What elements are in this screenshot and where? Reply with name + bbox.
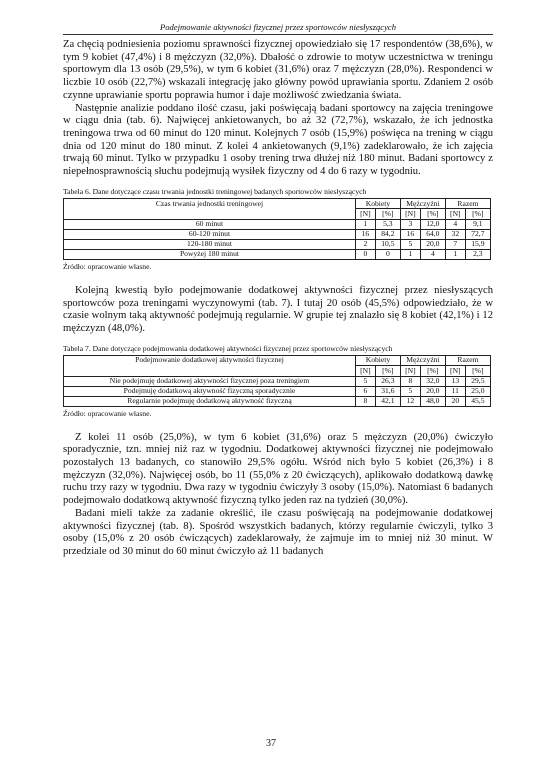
table-7-header-label: Podejmowanie dodatkowej aktywności fizycznej <box>64 356 356 376</box>
paragraph-5: Badani mieli także za zadanie określić, ile czasu poświęcają na podejmowanie dodatkowej aktywności fizycznej (tab. 8). Spośród wszystkich badanych, którzy regularnie ćwiczyli, tylko 3 osoby (15,0% z 20 osób ćwiczących) zadeklarowały, że zajmuje im to mniej niż 30 minut. W przedziale od 30 minut do 60 minut ćwiczyło aż 11 badanych <box>63 507 493 557</box>
table-7 <box>63 355 491 407</box>
table-7-sub-n: [N] <box>400 366 420 376</box>
cell-k-p: 10,5 <box>375 239 400 249</box>
page <box>63 22 493 559</box>
table-6-sub-p: [%] <box>375 209 400 219</box>
cell-k-p: 26,3 <box>375 376 400 386</box>
cell-r-p: 9,1 <box>465 219 490 229</box>
table-7-sub-n: [N] <box>445 366 465 376</box>
cell-r-n: 32 <box>445 229 465 239</box>
table-row <box>64 229 491 239</box>
table-6-sub-n: [N] <box>355 209 375 219</box>
cell-r-n: 11 <box>445 386 465 396</box>
cell-r-n: 1 <box>445 250 465 260</box>
table-7-sub-n: [N] <box>355 366 375 376</box>
cell-k-n: 8 <box>355 396 375 406</box>
table-row <box>64 250 491 260</box>
table-7-caption: Tabela 7. Dane dotyczące podejmowania dodatkowej aktywności fizycznej przez sportowców niesłyszących <box>63 343 393 353</box>
table-7-source: Źródło: opracowanie własne. <box>63 409 152 419</box>
cell-k-n: 1 <box>355 219 375 229</box>
table-6 <box>63 198 491 260</box>
table-6-caption: Tabela 6. Dane dotyczące czasu trwania jednostki treningowej badanych sportowców niesłyszących <box>63 186 367 196</box>
table-6-sub-p: [%] <box>420 209 445 219</box>
paragraph-4: Z kolei 11 osób (25,0%), w tym 6 kobiet (31,6%) oraz 5 mężczyzn (20,0%) ćwiczyło sporadycznie, tzn. mniej niż raz w tygodniu. Dodatkowej aktywności fizycznej nie podejmowało pozostałych 13 badanych, co stanowiło 29,5% ogółu. Wśród nich było 5 kobiet (26,3%) i 8 mężczyzn (32,0%). Najwięcej osób, bo 11 (55,0% z 20 ćwiczących), aplikowało dodatkową dawkę ruchu trzy razy w tygodniu. Dwa razy w tygodniu ćwiczyły 3 osoby (15,0%). Natomiast 6 badanych podejmowało dodatkową aktywność fizyczną tylko jeden raz na tydzień (30,0%). <box>63 431 493 507</box>
table-6-source: Źródło: opracowanie własne. <box>63 262 152 272</box>
cell-m-n: 3 <box>400 219 420 229</box>
cell-m-p: 4 <box>420 250 445 260</box>
cell-k-n: 6 <box>355 386 375 396</box>
cell-k-p: 84,2 <box>375 229 400 239</box>
cell-k-p: 0 <box>375 250 400 260</box>
cell-r-p: 72,7 <box>465 229 490 239</box>
row-label: Podejmuję dodatkową aktywność fizyczną sporadycznie <box>64 386 356 396</box>
table-row <box>64 219 491 229</box>
table-7-sub-p: [%] <box>465 366 490 376</box>
paragraph-2: Następnie analizie poddano ilość czasu, jaki poświęcają badani sportowcy na zajęcia treningowe w ciągu dnia (tab. 6). Najwięcej ankietowanych, bo aż 32 (72,7%), wskazało, że ich jednostka treningowa trwa od 60 minut do 120 minut. Kolejnych 7 osób (15,9%) poświęca na trening w ciągu dnia od 120 minut do 180 minut. Z kolei 4 ankietowanych (9,1%) zadeklarowało, że ich zajęcia trwają 60 minut. Tylko w przypadku 1 osoby trening trwa dłużej niż 180 minut. Badani sportowcy z niepełnosprawnością słuchu podejmują wysiłek fizyczny od 4 do 6 razy w tygodniu. <box>63 102 493 178</box>
running-head: Podejmowanie aktywności fizycznej przez sportowców niesłyszących <box>63 22 493 35</box>
cell-k-n: 2 <box>355 239 375 249</box>
table-6-body <box>64 219 491 260</box>
row-label: 60-120 minut <box>64 229 356 239</box>
cell-m-n: 12 <box>400 396 420 406</box>
page-number: 37 <box>266 738 276 749</box>
cell-r-p: 45,5 <box>465 396 490 406</box>
cell-m-p: 32,0 <box>420 376 445 386</box>
cell-m-n: 8 <box>400 376 420 386</box>
table-7-body <box>64 376 491 407</box>
cell-k-n: 16 <box>355 229 375 239</box>
table-7-sub-p: [%] <box>420 366 445 376</box>
cell-m-n: 1 <box>400 250 420 260</box>
cell-m-p: 20,0 <box>420 239 445 249</box>
table-7-sub-p: [%] <box>375 366 400 376</box>
row-label: Powyżej 180 minut <box>64 250 356 260</box>
cell-m-p: 48,0 <box>420 396 445 406</box>
cell-k-p: 31,6 <box>375 386 400 396</box>
cell-m-n: 5 <box>400 386 420 396</box>
cell-r-p: 2,3 <box>465 250 490 260</box>
cell-k-p: 5,3 <box>375 219 400 229</box>
table-row <box>64 376 491 386</box>
table-7-group-women: Kobiety <box>355 356 400 366</box>
cell-r-n: 7 <box>445 239 465 249</box>
cell-m-p: 64,0 <box>420 229 445 239</box>
row-label: 120-180 minut <box>64 239 356 249</box>
table-6-header-label: Czas trwania jednostki treningowej <box>64 199 356 219</box>
table-6-sub-n: [N] <box>400 209 420 219</box>
table-row <box>64 396 491 406</box>
paragraph-1: Za chęcią podniesienia poziomu sprawności fizycznej opowiedziało się 17 respondentów (38,6%), w tym 9 kobiet (47,4%) i 8 mężczyzn (32,0%). Dbałość o zdrowie to motyw uczestnictwa w treningu sportowym dla 13 osób (29,5%), w tym 6 kobiet (31,6%) oraz 7 mężczyzn (28,0%). Respondenci w liczbie 10 osób (22,7%) wskazali integrację jako główny powód uprawiania sportu. Zdaniem 2 osób czynne uprawianie sportu poprawia humor i daje możliwość zwiedzania świata. <box>63 39 493 101</box>
table-6-sub-p: [%] <box>465 209 490 219</box>
row-label: Regularnie podejmuję dodatkową aktywność fizyczną <box>64 396 356 406</box>
table-7-group-total: Razem <box>445 356 490 366</box>
cell-m-n: 5 <box>400 239 420 249</box>
cell-m-p: 12,0 <box>420 219 445 229</box>
cell-m-n: 16 <box>400 229 420 239</box>
table-row <box>64 239 491 249</box>
cell-k-p: 42,1 <box>375 396 400 406</box>
row-label: Nie podejmuję dodatkowej aktywności fizycznej poza treningiem <box>64 376 356 386</box>
cell-r-p: 25,0 <box>465 386 490 396</box>
table-6-group-men: Mężczyźni <box>400 199 445 209</box>
paragraph-3: Kolejną kwestią było podejmowanie dodatkowej aktywności fizycznej przez niesłyszących sportowców poza treningami wyczynowymi (tab. 7). I tutaj 20 osób (45,5%) odpowiedziało, że w czasie wolnym taką aktywność podejmują regularnie. W grupie tej znalazło się 8 kobiet (42,1%) i 12 mężczyzn (48,0%). <box>63 284 493 334</box>
row-label: 60 minut <box>64 219 356 229</box>
table-6-sub-n: [N] <box>445 209 465 219</box>
table-6-group-women: Kobiety <box>355 199 400 209</box>
cell-r-p: 15,9 <box>465 239 490 249</box>
table-6-group-total: Razem <box>445 199 490 209</box>
cell-r-n: 20 <box>445 396 465 406</box>
cell-k-n: 5 <box>355 376 375 386</box>
cell-k-n: 0 <box>355 250 375 260</box>
cell-m-p: 20,0 <box>420 386 445 396</box>
cell-r-n: 4 <box>445 219 465 229</box>
table-7-group-men: Mężczyźni <box>400 356 445 366</box>
cell-r-n: 13 <box>445 376 465 386</box>
table-row <box>64 386 491 396</box>
cell-r-p: 29,5 <box>465 376 490 386</box>
